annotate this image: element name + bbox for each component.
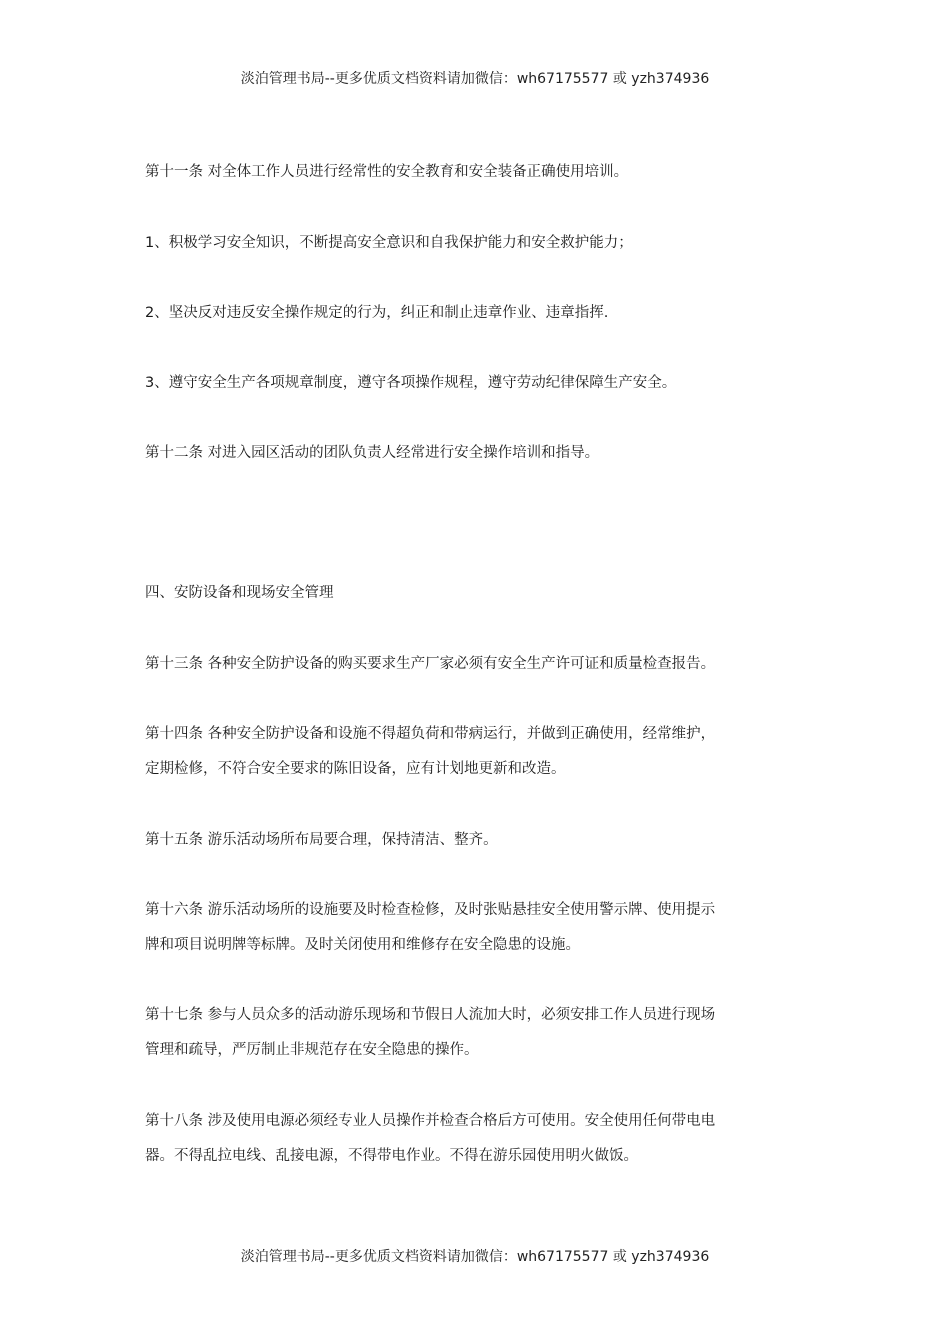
article-17-line-2: 管理和疏导，严厉制止非规范存在安全隐患的操作。 [145,1042,479,1058]
article-18-line-2: 器。不得乱拉电线、乱接电源，不得带电作业。不得在游乐园使用明火做饭。 [145,1148,638,1164]
article-15: 第十五条 游乐活动场所布局要合理，保持清洁、整齐。 [145,832,498,848]
article-16-line-1: 第十六条 游乐活动场所的设施要及时检查检修，及时张贴悬挂安全使用警示牌、使用提示 [145,902,716,918]
article-11-item-1: 1、积极学习安全知识，不断提高安全意识和自我保护能力和安全救护能力； [145,235,633,251]
article-12: 第十二条 对进入园区活动的团队负责人经常进行安全操作培训和指导。 [145,445,600,461]
article-11-item-2: 2、坚决反对违反安全操作规定的行为，纠正和制止违章作业、违章指挥. [145,305,609,321]
article-11: 第十一条 对全体工作人员进行经常性的安全教育和安全装备正确使用培训。 [145,164,629,180]
article-11-item-3: 3、遵守安全生产各项规章制度，遵守各项操作规程，遵守劳动纪律保障生产安全。 [145,375,677,391]
article-16-line-2: 牌和项目说明牌等标牌。及时关闭使用和维修存在安全隐患的设施。 [145,937,580,953]
article-14-line-1: 第十四条 各种安全防护设备和设施不得超负荷和带病运行，并做到正确使用，经常维护， [145,726,716,742]
page-footer: 淡泊管理书局--更多优质文档资料请加微信：wh67175577 或 yzh374936 [240,1249,710,1265]
article-17-line-1: 第十七条 参与人员众多的活动游乐现场和节假日人流加大时，必须安排工作人员进行现场 [145,1007,716,1023]
page-header: 淡泊管理书局--更多优质文档资料请加微信：wh67175577 或 yzh374936 [240,71,710,87]
article-18-line-1: 第十八条 涉及使用电源必须经专业人员操作并检查合格后方可使用。安全使用任何带电电 [145,1113,716,1129]
article-14-line-2: 定期检修，不符合安全要求的陈旧设备，应有计划地更新和改造。 [145,761,566,777]
section-heading-4: 四、安防设备和现场安全管理 [145,585,334,601]
article-13: 第十三条 各种安全防护设备的购买要求生产厂家必须有安全生产许可证和质量检查报告。 [145,656,716,672]
